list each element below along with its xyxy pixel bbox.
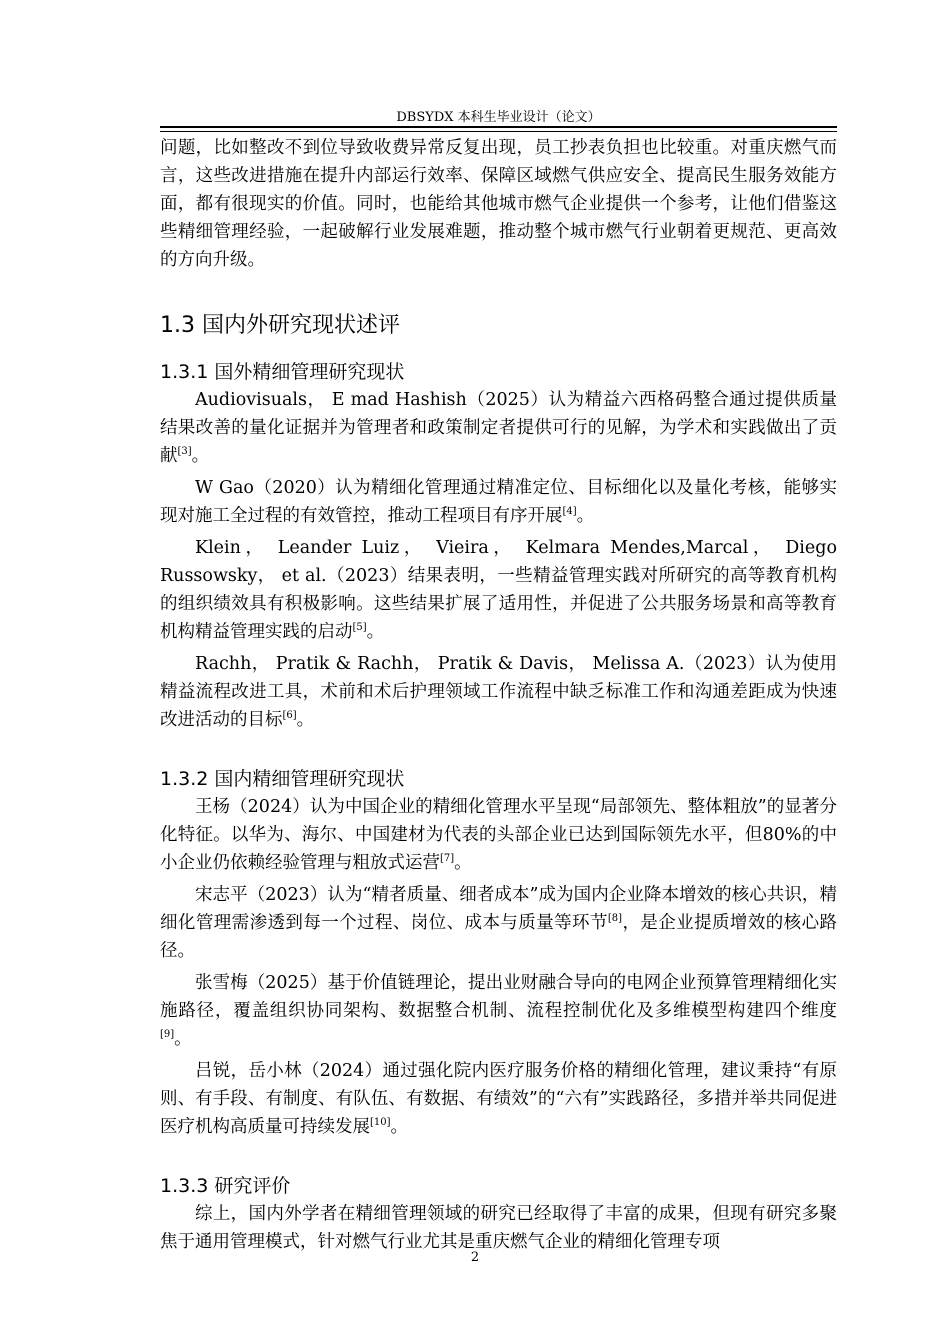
paragraph: 张雪梅（2025）基于价值链理论，提出业财融合导向的电网企业预算管理精细化实施路径，覆盖组织协同架构、数据整合机制、流程控制优化及多维模型构建四个维度[9]。	[160, 973, 837, 1049]
citation[interactable]: [3]	[177, 446, 192, 458]
citation[interactable]: [6]	[282, 710, 297, 722]
paragraph: Klein， Leander Luiz， Vieira， Kelmara Mendes,Marcal， Diego Russowsky， et al.（2023）结果表明，一些精益管理实践对所研究的高等教育机构的组织绩效具有积极影响。这些结果扩展了适用性，并促进了公共服务场景和高等教育机构精益管理实践的启动[5]。	[160, 538, 837, 642]
citation[interactable]: [4]	[562, 506, 577, 518]
intro-paragraph: 问题，比如整改不到位导致收费异常反复出现，员工抄表负担也比较重。对重庆燃气而言，这些改进措施在提升内部运行效率、保障区域燃气供应安全、提高民生服务效能方面，都有很现实的价值。同时，也能给其他城市燃气企业提供一个参考，让他们借鉴这些精细管理经验，一起破解行业发展难题，推动整个城市燃气行业朝着更规范、更高效的方向升级。	[160, 138, 837, 270]
paragraph: Rachh， Pratik & Rachh， Pratik & Davis， Melissa A.（2023）认为使用精益流程改进工具，术前和术后护理领域工作流程中缺乏标准工作和沟通差距成为快速改进活动的目标[6]。	[160, 654, 837, 730]
section-heading: 1.3 国内外研究现状述评	[160, 313, 400, 338]
paragraph: 吕锐，岳小林（2024）通过强化院内医疗服务价格的精细化管理，建议秉持“有原则、有手段、有制度、有队伍、有数据、有绩效”的“六有”实践路径，多措并举共同促进医疗机构高质量可持续发展[10]。	[160, 1061, 837, 1137]
paragraph: 综上，国内外学者在精细管理领域的研究已经取得了丰富的成果，但现有研究多聚焦于通用管理模式，针对燃气行业尤其是重庆燃气企业的精细化管理专项	[160, 1204, 837, 1252]
citation[interactable]: [8]	[607, 913, 623, 925]
citation[interactable]: [10]	[370, 1117, 391, 1129]
subsection-heading-domestic: 1.3.2 国内精细管理研究现状	[160, 768, 405, 790]
paragraph: 王杨（2024）认为中国企业的精细化管理水平呈现“局部领先、整体粗放”的显著分化特征。以华为、海尔、中国建材为代表的头部企业已达到国际领先水平，但80%的中小企业仍依赖经验管理与粗放式运营[7]。	[160, 797, 837, 873]
subsection-heading-evaluation: 1.3.3 研究评价	[160, 1175, 291, 1197]
page-header: DBSYDX 本科生毕业设计（论文）	[396, 110, 601, 125]
page-body	[160, 134, 837, 1256]
citation[interactable]: [5]	[352, 622, 367, 634]
page-number: 2	[470, 1250, 480, 1265]
header-rule-thin	[160, 131, 837, 132]
paragraph: 宋志平（2023）认为“精者质量、细者成本”成为国内企业降本增效的核心共识，精细化管理需渗透到每一个过程、岗位、成本与质量等环节[8]，是企业提质增效的核心路径。	[160, 885, 838, 961]
citation[interactable]: [7]	[440, 853, 455, 865]
paragraph: Audiovisuals， E mad Hashish（2025）认为精益六西格码整合通过提供质量结果改善的量化证据并为管理者和政策制定者提供可行的见解，为学术和实践做出了贡献[3]。	[160, 390, 837, 466]
paragraph: W Gao（2020）认为精细化管理通过精准定位、目标细化以及量化考核，能够实现对施工全过程的有效管控，推动工程项目有序开展[4]。	[160, 478, 837, 526]
citation[interactable]: [9]	[160, 1029, 175, 1041]
subsection-heading-foreign: 1.3.1 国外精细管理研究现状	[160, 361, 405, 383]
header-rule	[160, 126, 837, 128]
